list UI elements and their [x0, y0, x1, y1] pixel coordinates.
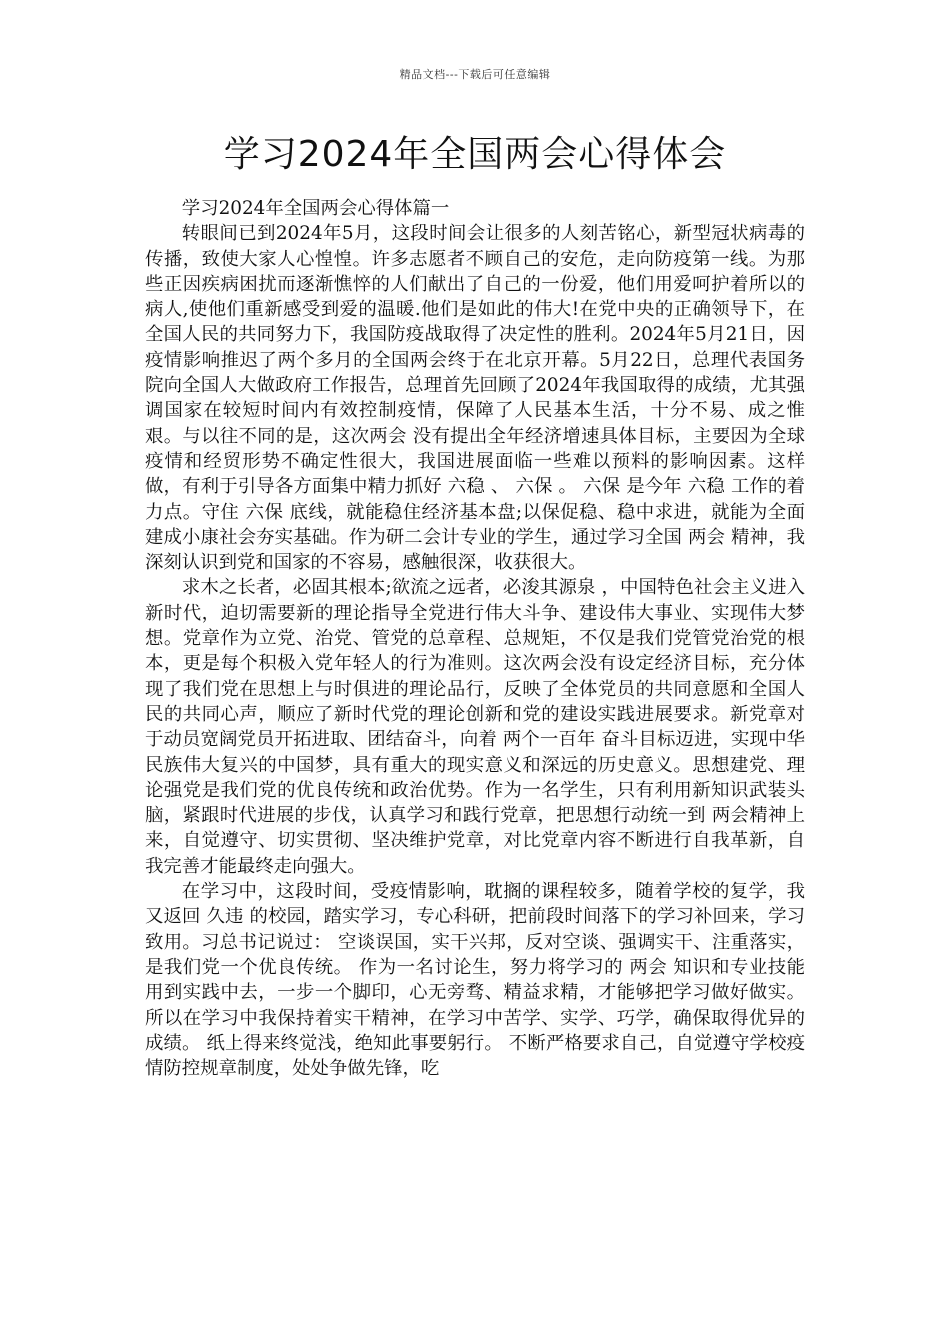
document-body	[145, 196, 805, 1081]
header-note: 精品文档---下载后可任意编辑	[399, 68, 551, 81]
paragraph-3: 在学习中，这段时间，受疫情影响，耽搁的课程较多，随着学校的复学，我又返回 久违 的校园，踏实学习，专心科研，把前段时间落下的学习补回来，学习致用。习总书记说过： 空谈误国，实干兴邦，反对空谈、强调实干、注重落实，是我们党一个优良传统。 作为一名讨论生，努力将学习的 两会 知识和专业技能用到实践中去，一步一个脚印，心无旁骛、精益求精，才能够把学习做好做实。所以在学习中我保持着实干精神，在学习中苦学、实学、巧学，确保取得优异的成绩。 纸上得来终觉浅，绝知此事要躬行。 不断严格要求自己，自觉遵守学校疫情防控规章制度，处处争做先锋，吃	[145, 881, 805, 1080]
section-subtitle: 学习2024年全国两会心得体篇一	[181, 198, 450, 219]
paragraph-1: 转眼间已到2024年5月，这段时间会让很多的人刻苦铭心，新型冠状病毒的传播，致使大家人心惶惶。许多志愿者不顾自己的安危，走向防疫第一线。为那些正因疾病困扰而逐渐憔悴的人们献出了自己的一份爱，他们用爱呵护着所以的病人,使他们重新感受到爱的温暖.他们是如此的伟大!在党中央的正确领导下，在全国人民的共同努力下，我国防疫战取得了决定性的胜利。2024年5月21日，因疫情影响推迟了两个多月的全国两会终于在北京开幕。5月22日，总理代表国务院向全国人大做政府工作报告，总理首先回顾了2024年我国取得的成绩，尤其强调国家在较短时间内有效控制疫情，保障了人民基本生活，十分不易、成之惟艰。与以往不同的是，这次两会 没有提出全年经济增速具体目标，主要因为全球疫情和经贸形势不确定性很大，我国进展面临一些难以预料的影响因素。这样做，有利于引导各方面集中精力抓好 六稳 、 六保 。 六保 是今年 六稳 工作的着力点。守住 六保 底线，就能稳住经济基本盘;以保促稳、稳中求进，就能为全面建成小康社会夯实基础。作为研二会计专业的学生，通过学习全国 两会 精神，我深刻认识到党和国家的不容易，感触很深，收获很大。	[145, 223, 805, 574]
paragraph-2: 求木之长者，必固其根本;欲流之远者，必浚其源泉 ，中国特色社会主义进入新时代，迫切需要新的理论指导全党进行伟大斗争、建设伟大事业、实现伟大梦想。党章作为立党、治党、管党的总章程、总规矩，不仅是我们党管党治党的根本，更是每个积极入党年轻人的行为准则。这次两会没有设定经济目标，充分体现了我们党在思想上与时俱进的理论品行，反映了全体党员的共同意愿和全国人民的共同心声，顺应了新时代党的理论创新和党的建设实践进展要求。新党章对于动员宽阔党员开拓进取、团结奋斗，向着 两个一百年 奋斗目标迈进，实现中华民族伟大复兴的中国梦，具有重大的现实意义和深远的历史意义。思想建党、理论强党是我们党的优良传统和政治优势。作为一名学生，只有利用新知识武装头脑，紧跟时代进展的步伐，认真学习和践行党章，把思想行动统一到 两会精神上来，自觉遵守、切实贯彻、坚决维护党章，对比党章内容不断进行自我革新，自我完善才能最终走向强大。	[145, 577, 805, 877]
document-title: 学习2024年全国两会心得体会	[223, 134, 727, 175]
